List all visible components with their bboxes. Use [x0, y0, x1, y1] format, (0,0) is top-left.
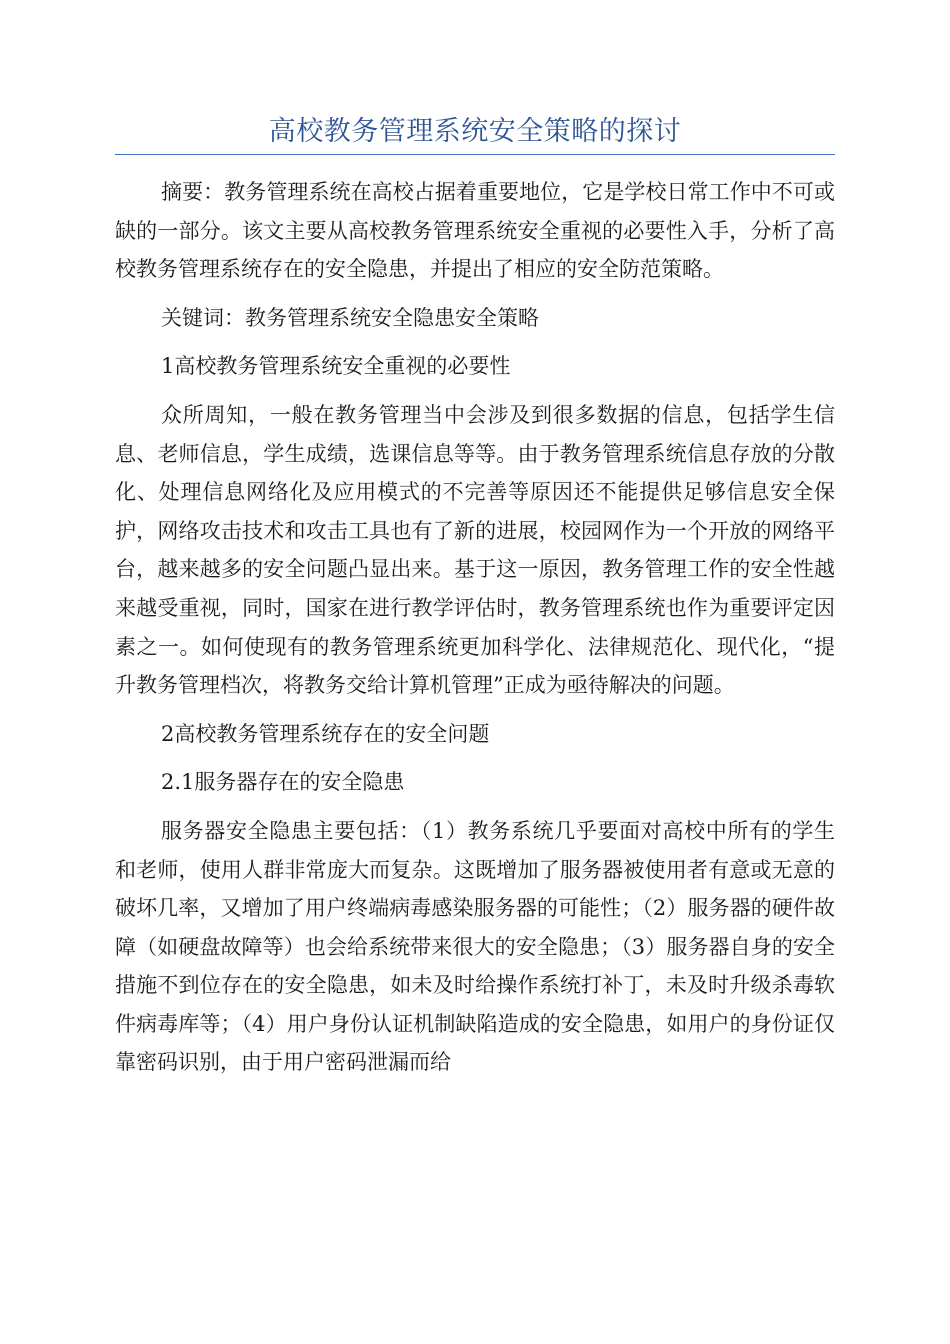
keywords-line: 关键词：教务管理系统安全隐患安全策略 — [161, 305, 539, 330]
section-2-1-heading: 2.1服务器存在的安全隐患 — [161, 770, 405, 795]
title-underline — [115, 154, 835, 155]
document-body — [115, 173, 835, 1092]
document-title: 高校教务管理系统安全策略的探讨 — [268, 116, 682, 147]
section-1-paragraph: 众所周知，一般在教务管理当中会涉及到很多数据的信息，包括学生信息、老师信息，学生成绩，选课信息等等。由于教务管理系统信息存放的分散化、处理信息网络化及应用模式的不完善等原因还不能提供足够信息安全保护，网络攻击技术和攻击工具也有了新的进展，校园网作为一个开放的网络平台，越来越多的安全问题凸显出来。基于这一原因，教务管理工作的安全性越来越受重视，同时，国家在进行教学评估时，教务管理系统也作为重要评定因素之一。如何使现有的教务管理系统更加科学化、法律规范化、现代化，“提升教务管理档次，将教务交给计算机管理”正成为亟待解决的问题。 — [115, 402, 835, 698]
section-1-heading: 1高校教务管理系统安全重视的必要性 — [161, 354, 511, 379]
section-2-heading: 2高校教务管理系统存在的安全问题 — [161, 721, 490, 746]
section-2-1-paragraph: 服务器安全隐患主要包括：（1）教务系统几乎要面对高校中所有的学生和老师，使用人群非常庞大而复杂。这既增加了服务器被使用者有意或无意的破坏几率，又增加了用户终端病毒感染服务器的可能性；（2）服务器的硬件故障（如硬盘故障等）也会给系统带来很大的安全隐患；（3）服务器自身的安全措施不到位存在的安全隐患，如未及时给操作系统打补丁，未及时升级杀毒软件病毒库等；（4）用户身份认证机制缺陷造成的安全隐患，如用户的身份证仅靠密码识别，由于用户密码泄漏而给 — [115, 818, 835, 1075]
abstract-paragraph: 摘要：教务管理系统在高校占据着重要地位，它是学校日常工作中不可或缺的一部分。该文主要从高校教务管理系统安全重视的必要性入手，分析了高校教务管理系统存在的安全隐患，并提出了相应的安全防范策略。 — [115, 180, 835, 282]
